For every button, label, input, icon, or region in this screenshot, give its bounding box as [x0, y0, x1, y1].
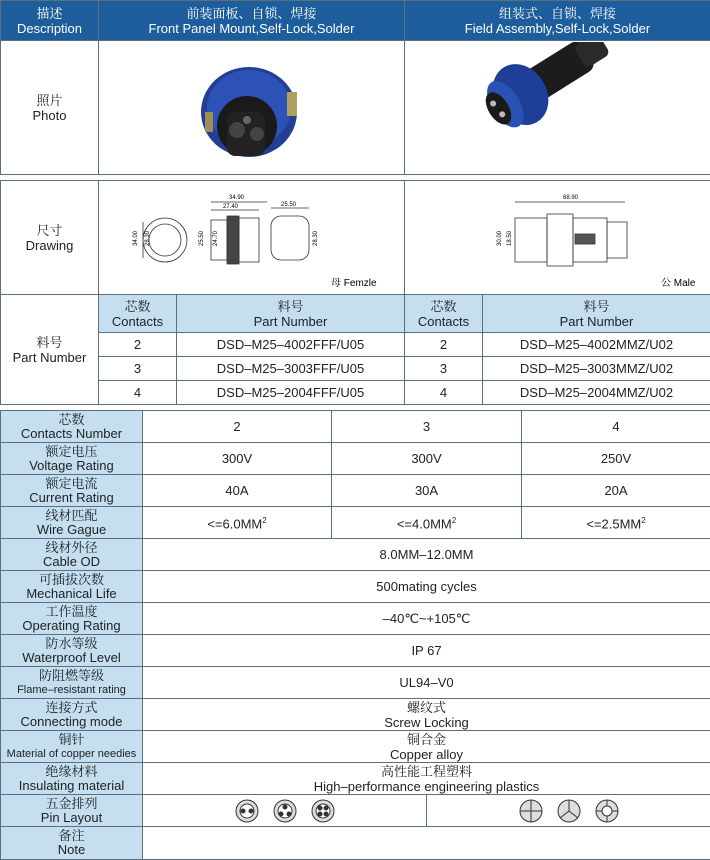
superscript: 2 — [641, 516, 645, 525]
pin-layout-male — [427, 795, 710, 827]
dim-male-2: 18.50 — [507, 230, 513, 246]
spec-value: 20A — [522, 475, 710, 507]
part-number-cell: DSD–M25–3003FFF/U05 — [177, 357, 405, 381]
spec-label-en: Pin Layout — [1, 811, 142, 825]
spec-value: 300V — [332, 443, 522, 475]
pn-header-field — [483, 295, 710, 333]
spec-label-voltage — [1, 443, 143, 475]
spec-label-en: Contacts Number — [1, 427, 142, 441]
spec-label-cn: 线材匹配 — [1, 509, 142, 523]
spec-label-en: Cable OD — [1, 555, 142, 569]
spec-label-cn: 连接方式 — [1, 701, 142, 715]
spec-label-cn: 额定电流 — [1, 477, 142, 491]
spec-value: UL94–V0 — [143, 667, 710, 699]
header-front-panel — [99, 1, 405, 41]
drawing-label — [1, 181, 99, 295]
contacts-header-field-en: Contacts — [405, 314, 482, 329]
spec-value — [143, 507, 332, 539]
dim-male-1: 30.00 — [497, 230, 503, 246]
spec-label-en: Voltage Rating — [1, 459, 142, 473]
spec-label-cn: 五金排列 — [1, 797, 142, 811]
part-number-cell: DSD–M25–4002MMZ/U02 — [483, 333, 710, 357]
part-number-cell: DSD–M25–2004MMZ/U02 — [483, 381, 710, 405]
part-number-label-en: Part Number — [1, 350, 98, 365]
spec-label-insulating — [1, 763, 143, 795]
spec-value-cn: 螺纹式 — [143, 700, 710, 715]
spec-value — [522, 507, 710, 539]
spec-label-en: Waterproof Level — [1, 651, 142, 665]
spec-value: –40℃~+105℃ — [143, 603, 710, 635]
header-field-en: Field Assembly,Self-Lock,Solder — [405, 21, 710, 36]
male-drawing — [405, 182, 709, 294]
dim-female-5: 25.50 — [199, 230, 205, 246]
spec-label-cn: 备注 — [1, 829, 142, 843]
spec-label-temp — [1, 603, 143, 635]
spec-value-en: Screw Locking — [143, 715, 710, 730]
photo-table — [0, 40, 710, 175]
dim-female-6: 24.70 — [213, 230, 219, 246]
spec-label-waterproof — [1, 635, 143, 667]
dim-female-0: 34.90 — [229, 195, 245, 201]
female-label: 母 Femzle — [331, 277, 377, 289]
spec-label-contacts — [1, 411, 143, 443]
spec-label-en: Connecting mode — [1, 715, 142, 729]
part-number-label-cn: 料号 — [1, 335, 98, 350]
contacts-header-front-en: Contacts — [99, 314, 176, 329]
note-value — [143, 827, 710, 860]
wire-value: <=2.5MM — [586, 517, 641, 532]
wire-value: <=6.0MM — [207, 517, 262, 532]
pin-layout-female — [143, 795, 427, 827]
spec-value-cn: 铜合金 — [143, 732, 710, 747]
spec-label-pin — [1, 795, 143, 827]
spec-table — [0, 410, 710, 860]
spec-label-en: Material of copper needies — [1, 747, 142, 761]
spec-label-cn: 防水等级 — [1, 637, 142, 651]
photo-label-cn: 照片 — [1, 93, 98, 108]
spec-value: 3 — [332, 411, 522, 443]
spec-row-note — [1, 827, 710, 860]
spec-row-waterproof — [1, 635, 710, 667]
dim-male-0: 68.90 — [563, 195, 579, 201]
spec-value: 300V — [143, 443, 332, 475]
table-row — [1, 381, 710, 405]
female-connector-image — [99, 42, 403, 174]
spec-value: IP 67 — [143, 635, 710, 667]
spec-label-connect — [1, 699, 143, 731]
header-field-assembly — [405, 1, 710, 41]
spec-label-cn: 铜针 — [1, 733, 142, 747]
male-connector-image — [405, 42, 709, 174]
spec-label-en: Flame–resistant rating — [1, 683, 142, 697]
drawing-female — [99, 181, 405, 295]
spec-label-en: Wire Gague — [1, 523, 142, 537]
pn-header-field-en: Part Number — [483, 314, 710, 329]
table-row — [1, 357, 710, 381]
header-front-cn: 前装面板、自锁、焊接 — [99, 6, 404, 21]
spec-value: 500mating cycles — [143, 571, 710, 603]
pn-header-field-cn: 料号 — [483, 299, 710, 314]
spec-row-current — [1, 475, 710, 507]
drawing-male — [405, 181, 710, 295]
photo-female-connector — [99, 41, 405, 175]
spec-row-voltage — [1, 443, 710, 475]
drawing-label-en: Drawing — [1, 238, 98, 253]
spec-label-en: Mechanical Life — [1, 587, 142, 601]
contacts-cell: 2 — [99, 333, 177, 357]
contacts-cell: 3 — [99, 357, 177, 381]
part-number-cell: DSD–M25–3003MMZ/U02 — [483, 357, 710, 381]
spec-value — [143, 731, 710, 763]
spec-label-current — [1, 475, 143, 507]
superscript: 2 — [452, 516, 456, 525]
dim-female-3: 34.00 — [133, 230, 139, 246]
spec-label-note — [1, 827, 143, 860]
part-number-table — [0, 294, 710, 405]
dim-female-1: 27.40 — [223, 204, 239, 210]
spec-value — [143, 699, 710, 731]
part-number-label — [1, 295, 99, 405]
part-number-cell: DSD–M25–4002FFF/U05 — [177, 333, 405, 357]
pin-layout-female-icons — [143, 796, 427, 826]
spec-value-cn: 高性能工程塑料 — [143, 764, 710, 779]
spec-label-cn: 线材外径 — [1, 541, 142, 555]
contacts-header-field — [405, 295, 483, 333]
spec-value: 4 — [522, 411, 710, 443]
photo-label — [1, 41, 99, 175]
spec-row-pin — [1, 795, 710, 827]
superscript: 2 — [262, 516, 266, 525]
spec-label-cn: 防阻燃等级 — [1, 669, 142, 683]
spec-row-wire — [1, 507, 710, 539]
pin-layout-male-icons — [427, 796, 710, 826]
part-number-cell: DSD–M25–2004FFF/U05 — [177, 381, 405, 405]
spec-row-contacts — [1, 411, 710, 443]
header-desc-en: Description — [1, 21, 98, 36]
spec-row-life — [1, 571, 710, 603]
spec-value-en: Copper alloy — [143, 747, 710, 762]
spec-label-wire — [1, 507, 143, 539]
table-row — [1, 333, 710, 357]
spec-label-en: Operating Rating — [1, 619, 142, 633]
pn-header-front-cn: 料号 — [177, 299, 404, 314]
wire-value: <=4.0MM — [397, 517, 452, 532]
spec-row-insulating — [1, 763, 710, 795]
male-label: 公 Male — [661, 278, 696, 289]
header-front-en: Front Panel Mount,Self-Lock,Solder — [99, 21, 404, 36]
drawing-table — [0, 180, 710, 295]
spec-value: 8.0MM–12.0MM — [143, 539, 710, 571]
spec-row-copper — [1, 731, 710, 763]
spec-label-en: Current Rating — [1, 491, 142, 505]
spec-row-temp — [1, 603, 710, 635]
pn-header-front — [177, 295, 405, 333]
header-description — [1, 1, 99, 41]
spec-label-copper — [1, 731, 143, 763]
dim-female-2: 25.50 — [281, 202, 297, 208]
dim-female-7: 28.30 — [313, 230, 319, 246]
spec-label-cn: 绝缘材料 — [1, 765, 142, 779]
spec-value: 30A — [332, 475, 522, 507]
photo-label-en: Photo — [1, 108, 98, 123]
spec-value — [143, 763, 710, 795]
spec-value: 2 — [143, 411, 332, 443]
contacts-header-front — [99, 295, 177, 333]
header-field-cn: 组装式、自锁、焊接 — [405, 6, 710, 21]
pn-header-front-en: Part Number — [177, 314, 404, 329]
spec-label-life — [1, 571, 143, 603]
spec-row-flame — [1, 667, 710, 699]
drawing-label-cn: 尺寸 — [1, 223, 98, 238]
contacts-cell: 4 — [99, 381, 177, 405]
spec-value-en: High–performance engineering plastics — [143, 779, 710, 794]
header-desc-cn: 描述 — [1, 6, 98, 21]
spec-label-en: Note — [1, 843, 142, 857]
spec-label-en: Insulating material — [1, 779, 142, 793]
spec-row-connect — [1, 699, 710, 731]
female-drawing — [99, 182, 403, 294]
spec-value — [332, 507, 522, 539]
contacts-cell: 2 — [405, 333, 483, 357]
dim-female-4: 28.30 — [145, 230, 151, 246]
contacts-header-front-cn: 芯数 — [99, 299, 176, 314]
spec-label-cn: 可插拔次数 — [1, 573, 142, 587]
spec-row-cable — [1, 539, 710, 571]
photo-male-connector — [405, 41, 710, 175]
contacts-cell: 4 — [405, 381, 483, 405]
spec-label-cn: 芯数 — [1, 413, 142, 427]
contacts-cell: 3 — [405, 357, 483, 381]
spec-label-cable — [1, 539, 143, 571]
spec-value: 250V — [522, 443, 710, 475]
header-table — [0, 0, 710, 41]
spec-label-cn: 工作温度 — [1, 605, 142, 619]
spec-label-cn: 额定电压 — [1, 445, 142, 459]
contacts-header-field-cn: 芯数 — [405, 299, 482, 314]
spec-value: 40A — [143, 475, 332, 507]
spec-label-flame — [1, 667, 143, 699]
